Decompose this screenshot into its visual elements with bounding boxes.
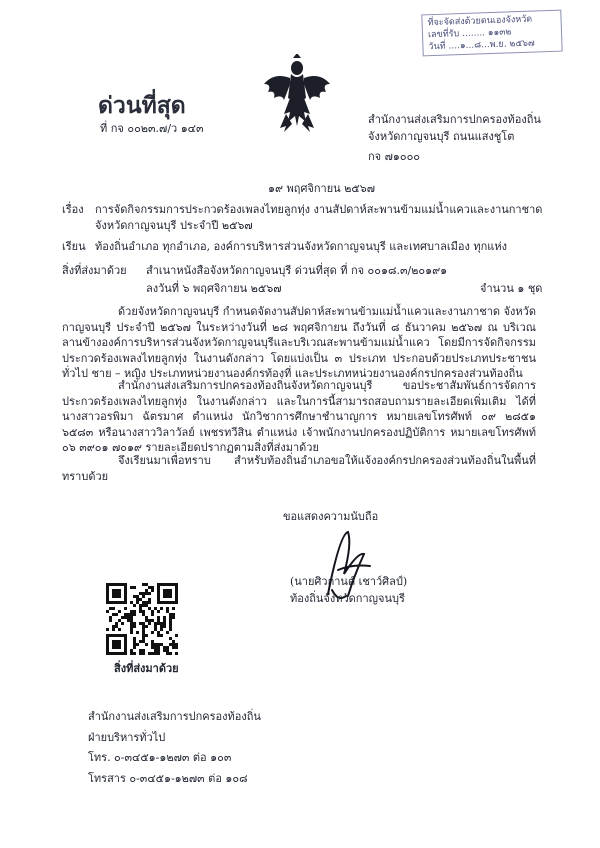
footer-line-3: โทร. ๐-๓๔๕๑-๑๒๗๓ ต่อ ๑๐๓ [88,751,232,764]
enclosure-line-1: สำเนาหนังสือจังหวัดกาญจนบุรี ด่วนที่สุด ที่ กจ ๐๐๑๘.๓/๒๐๑๙๑ [146,264,448,277]
recipient-text: ท้องถิ่นอำเภอ ทุกอำเภอ, องค์การบริหารส่วนจังหวัดกาญจนบุรี และเทศบาลเมือง ทุกแห่ง [95,240,508,253]
stamp-line-3: วันที่ ....๑...๘...พ.ย. ๒๕๖๗ [428,38,535,53]
footer-line-1: สำนักงานส่งเสริมการปกครองท้องถิ่น [88,710,261,723]
enclosure-label: สิ่งที่ส่งมาด้วย [62,264,127,277]
document-date: ๑๙ พฤศจิกายน ๒๕๖๗ [268,182,376,195]
body-paragraph-2: สำนักงานส่งเสริมการปกครองท้องถิ่นจังหวัดกาญจนบุรี ขอประชาสัมพันธ์การจัดการประกวดร้องเพลงไทยลูกทุ่ง ในงานดังกล่าว และในการนี้สามารถสอบถามรายละเอียดเพิ่มเติม ได้ที่ นางสาวอรพิมา ฉัตรมาศ ตำแหน่ง นักวิชาการศึกษาชำนาญการ หมายเลขโทรศัพท์ ๐๙ ๒๘๕๑ ๖๕๘๓ หรือนางสาววิลาวัลย์ เพชรทวีสิน ตำแหน่ง เจ้าพนักงานปกครองปฏิบัติการ หมายเลขโทรศัพท์ ๐๖ ๓๙๐๑ ๗๐๑๙ รายละเอียดปรากฏตามสิ่งที่ส่งมาด้วย [62,379,536,454]
qr-caption: สิ่งที่ส่งมาด้วย [114,662,179,675]
signatory-name: (นายศิวกานต์ เชาว์ศิลป์) [290,575,408,588]
recipient-label: เรียน [62,240,86,253]
sender-org-line-1: สำนักงานส่งเสริมการปกครองท้องถิ่น [368,113,541,126]
stamp-line-1: ที่จะจัดส่งด้วยตนเองจังหวัด [427,14,533,29]
enclosure-line-2: ลงวันที่ ๖ พฤศจิกายน ๒๕๖๗ [146,282,282,295]
footer-line-4: โทรสาร ๐-๓๔๕๑-๑๒๗๓ ต่อ ๑๐๘ [88,772,248,785]
garuda-emblem-icon [262,54,332,132]
subject-line-2: จังหวัดกาญจนบุรี ประจำปี ๒๕๖๗ [95,219,253,232]
qr-code[interactable] [106,583,178,655]
subject-line-1: การจัดกิจกรรมการประกวดร้องเพลงไทยลูกทุ่ง งานสัปดาห์สะพานข้ามแม่น้ำแควและงานกาชาด [95,203,543,216]
signatory-position: ท้องถิ่นจังหวัดกาญจนบุรี [290,592,405,605]
enclosure-quantity: จำนวน ๑ ชุด [480,282,543,295]
receipt-stamp [421,10,562,57]
document-number: ที่ กจ ๐๐๒๓.๗/ว ๑๔๓ [100,122,204,135]
closing-regards: ขอแสดงความนับถือ [283,510,379,523]
sender-org-line-2: จังหวัดกาญจนบุรี ถนนแสงชูโต [368,130,515,143]
subject-label: เรื่อง [62,203,84,216]
footer-line-2: ฝ่ายบริหารทั่วไป [88,731,166,744]
body-paragraph-1: ด้วยจังหวัดกาญจนบุรี กำหนดจัดงานสัปดาห์สะพานข้ามแม่น้ำแควและงานกาชาด จังหวัดกาญจนบุรี ประจำปี ๒๕๖๗ ในระหว่างวันที่ ๒๘ พฤศจิกายน ถึงวันที่ ๘ ธันวาคม ๒๕๖๗ ณ บริเวณลานข้างองค์การบริหารส่วนจังหวัดกาญจนบุรีและบริเวณสะพานข้ามแม่น้ำแคว โดยมีการจัดกิจกรรมประกวดร้องเพลงไทยลูกทุ่ง ในงานดังกล่าว โดยแบ่งเป็น ๓ ประเภท ประกอบด้วยประเภทประชาชนทั่วไป ชาย – หญิง ประเภทหน่วยงานองค์กรท้องที่ และประเภทหน่วยงานองค์กรปกครองส่วนท้องถิ่น [62,305,536,380]
urgency-label: ด่วนที่สุด [98,92,186,119]
sender-org-line-3: กจ ๗๑๐๐๐ [368,150,420,163]
stamp-line-2: เลขที่รับ ........ ๑๑๓๒ [427,27,512,41]
body-paragraph-3: จึงเรียนมาเพื่อทราบ สำหรับท้องถิ่นอำเภอขอให้แจ้งองค์กรปกครองส่วนท้องถิ่นในพื้นที่ทราบด้วย [62,454,536,483]
